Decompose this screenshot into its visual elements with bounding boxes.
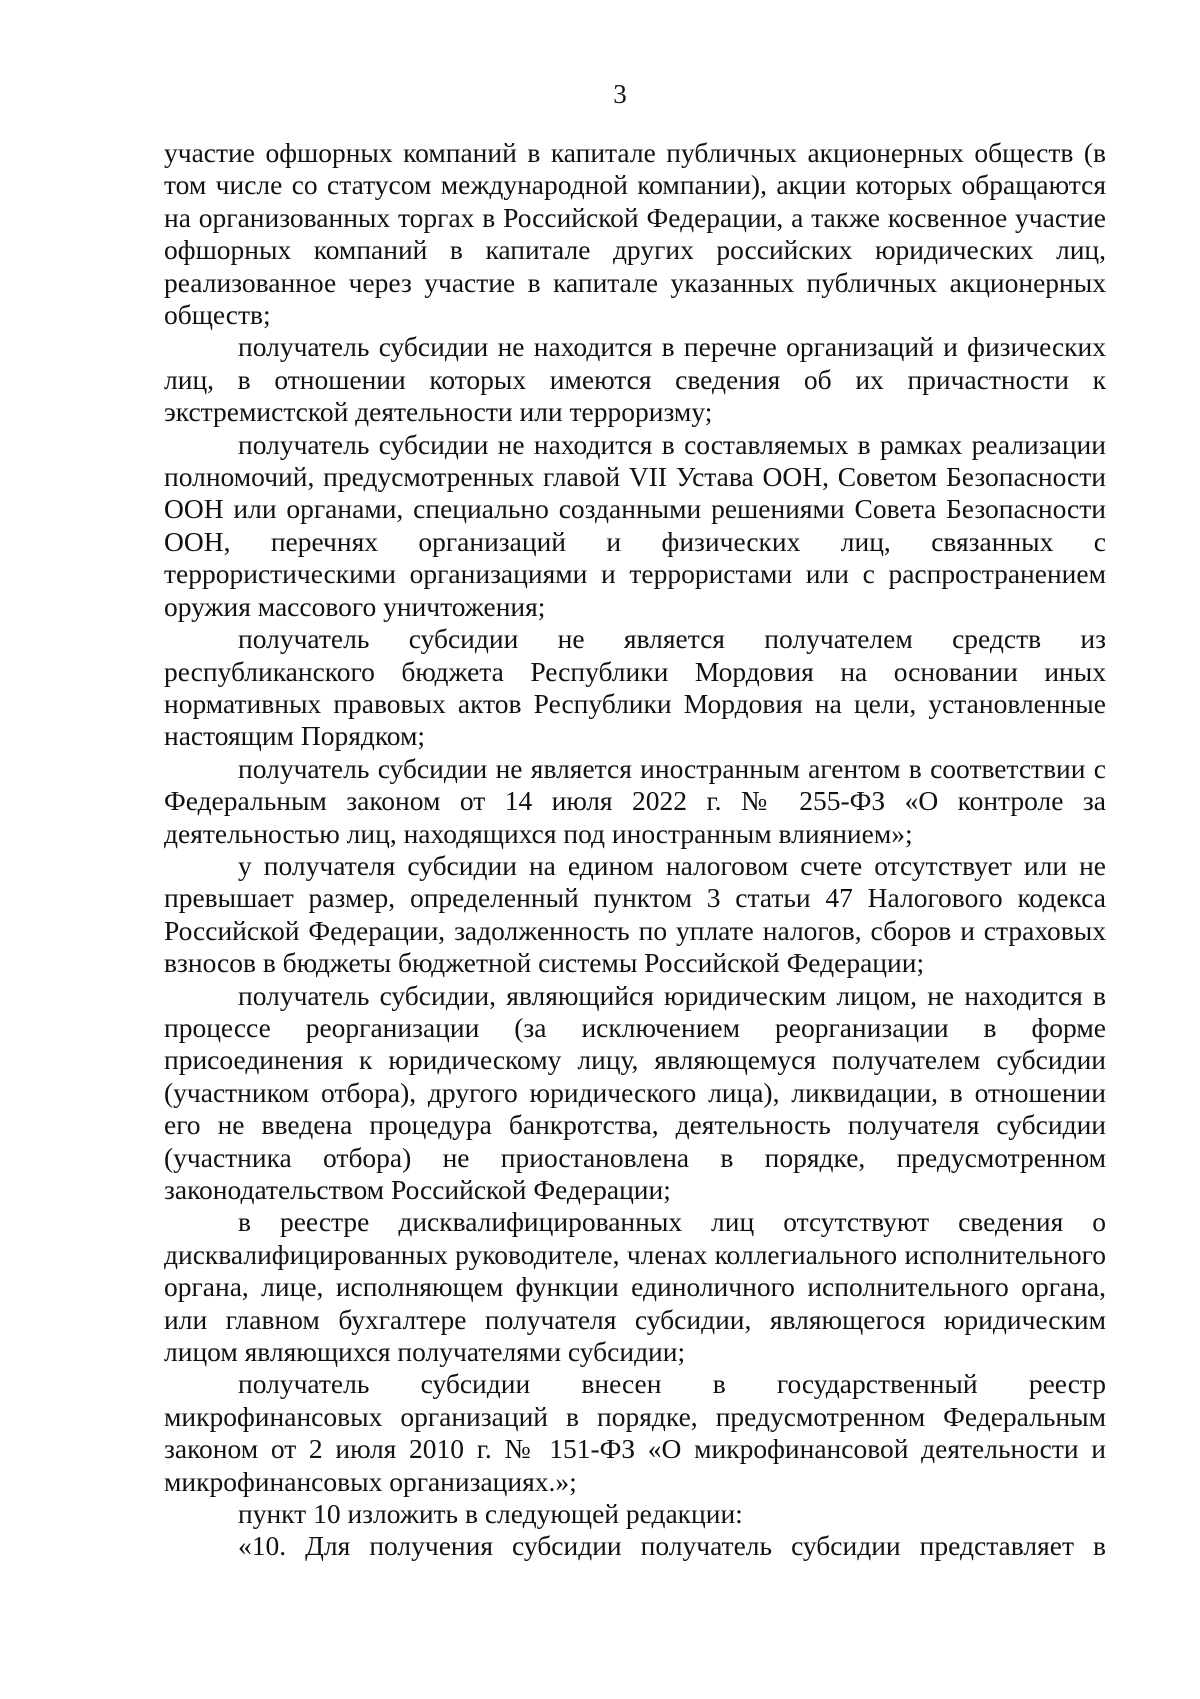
paragraph: получатель субсидии не находится в составляемых в рамках реализации полномочий, предусмотренных главой VII Устава ООН, Советом Безопасности ООН или органами, специально созданными решениями Совета Безопасности ООН, перечнях организаций и физических лиц, связанных с террористическими организациями и террористами или с распространением оружия массового уничтожения;: [164, 428, 1106, 622]
paragraph: «10. Для получения субсидии получатель субсидии представляет в: [238, 1530, 1106, 1562]
paragraph: в реестре дисквалифицированных лиц отсутствуют сведения о дисквалифицированных руководителе, членах коллегиального исполнительного органа, лице, исполняющем функции единоличного исполнительного органа, или главном бухгалтере получателя субсидии, являющегося юридическим лицом являющихся получателями субсидии;: [164, 1206, 1106, 1368]
paragraph: получатель субсидии не является получателем средств из республиканского бюджета Республики Мордовия на основании иных нормативных правовых актов Республики Мордовия на цели, установленные настоящим Порядком;: [164, 623, 1106, 752]
paragraph: получатель субсидии, являющийся юридическим лицом, не находится в процессе реорганизации (за исключением реорганизации в форме присоединения к юридическому лицу, являющемуся получателем субсидии (участником отбора), другого юридического лица), ликвидации, в отношении его не введена процедура банкротства, деятельность получателя субсидии (участника отбора) не приостановлена в порядке, предусмотренном законодательством Российской Федерации;: [164, 979, 1106, 1205]
paragraph: получатель субсидии не является иностранным агентом в соответствии с Федеральным законом от 14 июля 2022 г. № 255-ФЗ «О контроле за деятельностью лиц, находящихся под иностранным влиянием»;: [164, 752, 1106, 849]
paragraph: получатель субсидии внесен в государственный реестр микрофинансовых организаций в порядке, предусмотренном Федеральным законом от 2 июля 2010 г. № 151-ФЗ «О микрофинансовой деятельности и микрофинансовых организациях.»;: [164, 1368, 1106, 1497]
paragraph: участие офшорных компаний в капитале публичных акционерных обществ (в том числе со статусом международной компании), акции которых обращаются на организованных торгах в Российской Федерации, а также косвенное участие офшорных компаний в капитале других российских юридических лиц, реализованное через участие в капитале указанных публичных акционерных обществ;: [164, 137, 1106, 331]
paragraph: получатель субсидии не находится в перечне организаций и физических лиц, в отношении которых имеются сведения об их причастности к экстремистской деятельности или терроризму;: [164, 331, 1106, 428]
document-body: [164, 137, 1106, 1563]
paragraph: пункт 10 изложить в следующей редакции:: [238, 1498, 743, 1530]
paragraph: у получателя субсидии на едином налоговом счете отсутствует или не превышает размер, определенный пунктом 3 статьи 47 Налогового кодекса Российской Федерации, задолженность по уплате налогов, сборов и страховых взносов в бюджеты бюджетной системы Российской Федерации;: [164, 849, 1106, 979]
page-number: 3: [613, 79, 627, 109]
